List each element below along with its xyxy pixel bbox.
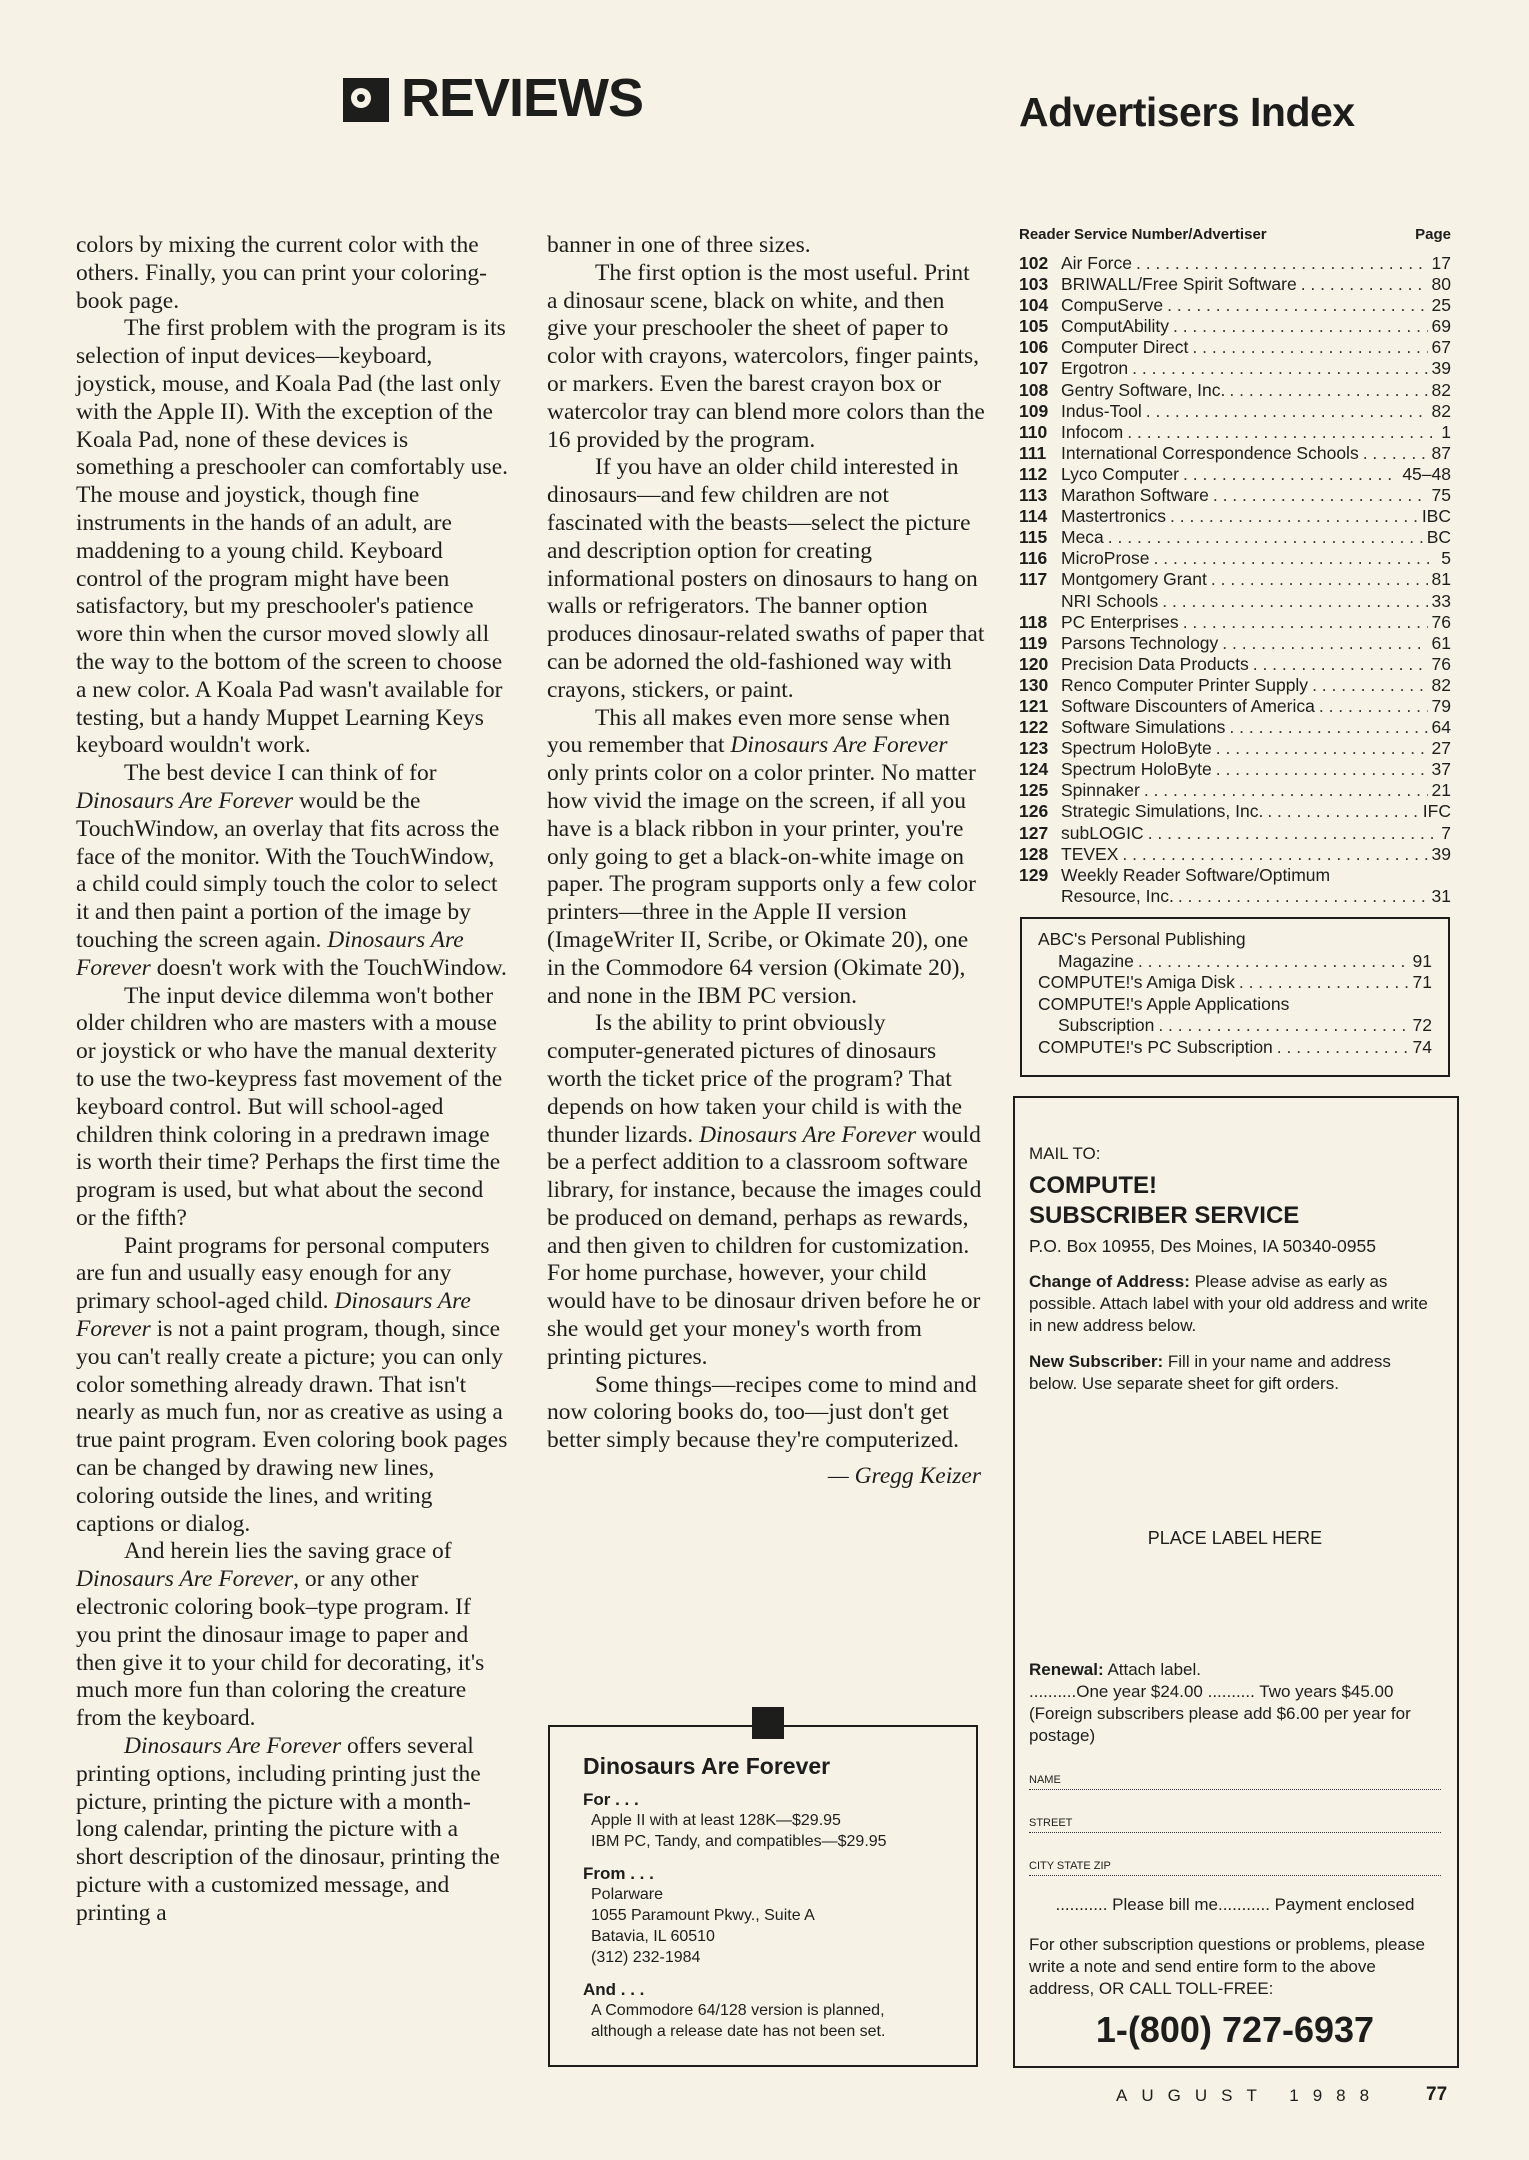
other-questions-text: For other subscription questions or problems, please write a note and send entire form to the above address, OR CALL TOLL-FREE: bbox=[1029, 1935, 1425, 1998]
compute-item-name: COMPUTE!'s PC Subscription bbox=[1038, 1036, 1273, 1057]
row-page: 87 bbox=[1431, 442, 1451, 463]
compute-item bbox=[1038, 1015, 1432, 1037]
compute-rows bbox=[1038, 929, 1432, 1058]
from-label: From . . . bbox=[583, 1864, 654, 1883]
row-page: 39 bbox=[1431, 358, 1451, 379]
row-number: 116 bbox=[1019, 548, 1048, 569]
company-name: COMPUTE! bbox=[1029, 1172, 1157, 1199]
info-line: although a release date has not been set. bbox=[591, 2023, 886, 2040]
row-number: 102 bbox=[1019, 253, 1049, 273]
table-row bbox=[1019, 759, 1451, 780]
compute-products-box bbox=[1020, 917, 1450, 1077]
row-number: 120 bbox=[1019, 653, 1049, 674]
table-row bbox=[1019, 464, 1451, 485]
section-header bbox=[343, 68, 643, 128]
leader-dots bbox=[1108, 527, 1423, 548]
new-label: New Subscriber: bbox=[1029, 1352, 1164, 1371]
row-page: 67 bbox=[1431, 337, 1451, 358]
leader-dots bbox=[1183, 464, 1398, 485]
row-advertiser: Software Simulations bbox=[1061, 717, 1226, 738]
row-advertiser: Lyco Computer bbox=[1061, 463, 1180, 484]
row-advertiser: BRIWALL/Free Spirit Software bbox=[1061, 274, 1297, 295]
row-number: 121 bbox=[1019, 695, 1049, 716]
name-field[interactable]: NAME bbox=[1029, 1765, 1441, 1790]
mailing-address: P.O. Box 10955, Des Moines, IA 50340-0955 bbox=[1029, 1236, 1376, 1256]
subscriber-form bbox=[1013, 1096, 1459, 2068]
table-row bbox=[1019, 886, 1451, 907]
row-page: 37 bbox=[1431, 759, 1451, 780]
leader-dots bbox=[1158, 1015, 1408, 1037]
compute-item-heading: ABC's Personal Publishing bbox=[1038, 929, 1246, 949]
leader-dots bbox=[1277, 1037, 1409, 1059]
advertisers-table bbox=[1019, 226, 1451, 907]
row-page: 81 bbox=[1431, 569, 1451, 590]
row-page: 80 bbox=[1431, 274, 1451, 295]
row-page: 21 bbox=[1431, 780, 1451, 801]
compute-item-heading: COMPUTE!'s Apple Applications bbox=[1038, 993, 1290, 1014]
row-number: 128 bbox=[1019, 843, 1049, 864]
info-line: (312) 232-1984 bbox=[591, 1949, 701, 1966]
leader-dots bbox=[1363, 443, 1428, 464]
compute-item bbox=[1038, 972, 1432, 994]
service-name: SUBSCRIBER SERVICE bbox=[1029, 1202, 1300, 1229]
table-row bbox=[1019, 401, 1451, 422]
table-header bbox=[1019, 226, 1451, 243]
change-label: Change of Address: bbox=[1029, 1272, 1190, 1291]
table-row bbox=[1019, 844, 1451, 865]
row-number: 113 bbox=[1019, 485, 1048, 506]
row-page: 64 bbox=[1431, 717, 1451, 738]
leader-dots bbox=[1253, 654, 1428, 675]
paragraph: The input device dilemma won't bother older children who are masters with a mouse or joystick or who have the manual dexterity to use the two-keypress fast movement of the keyboard control. But will school-aged children think coloring in a predrawn image is worth their time? Perhaps the first time the program is used, but what about the second or the fifth? bbox=[76, 982, 503, 1231]
row-advertiser: Weekly Reader Software/Optimum bbox=[1061, 864, 1331, 885]
leader-dots bbox=[1319, 696, 1428, 717]
compute-item-name: Magazine bbox=[1058, 950, 1134, 971]
change-text: Please advise as early as possible. Attach label with your old address and write in new address below. bbox=[1029, 1272, 1428, 1335]
compute-item bbox=[1038, 1037, 1432, 1059]
leader-dots bbox=[1170, 506, 1418, 527]
row-page: 25 bbox=[1431, 295, 1451, 316]
compute-item-page: 71 bbox=[1412, 972, 1432, 992]
row-page: 45–48 bbox=[1402, 463, 1451, 484]
row-page: 7 bbox=[1441, 822, 1451, 843]
row-advertiser: Renco Computer Printer Supply bbox=[1061, 674, 1309, 695]
city-state-zip-field[interactable]: CITY STATE ZIP bbox=[1029, 1851, 1441, 1876]
row-number: 117 bbox=[1019, 569, 1048, 590]
table-row bbox=[1019, 380, 1451, 401]
row-number: 106 bbox=[1019, 337, 1049, 358]
paragraph: colors by mixing the current color with the others. Finally, you can print your coloring-book page. bbox=[76, 232, 487, 314]
row-page: 17 bbox=[1431, 253, 1451, 273]
table-row bbox=[1019, 295, 1451, 316]
leader-dots bbox=[1312, 675, 1427, 696]
leader-dots bbox=[1229, 380, 1427, 401]
row-advertiser: Spinnaker bbox=[1061, 780, 1140, 801]
paragraph: The best device I can think of for Dinosaurs Are Forever would be the TouchWindow, an overlay that fits across the face of the monitor. With the TouchWindow, a child could simply touch the color to select it and then paint a portion of the image by touching the screen again. Dinosaurs Are Forever doesn't work with the TouchWindow. bbox=[76, 760, 507, 981]
renewal-label: Renewal: bbox=[1029, 1660, 1104, 1679]
row-number: 124 bbox=[1019, 759, 1049, 780]
product-title: Dinosaurs Are Forever bbox=[583, 1753, 831, 1779]
product-info-box bbox=[548, 1725, 978, 2067]
info-line: IBM PC, Tandy, and compatibles—$29.95 bbox=[591, 1833, 887, 1850]
row-page: 82 bbox=[1431, 400, 1451, 421]
table-row bbox=[1019, 823, 1451, 844]
compute-item bbox=[1038, 951, 1432, 973]
table-row bbox=[1019, 591, 1451, 612]
paragraph: Is the ability to print obviously computer-generated pictures of dinosaurs worth the ticket price of the program? That depends on how taken your child is with the thunder lizards. Dinosaurs Are Forever would be a perfect addition to a classroom software library, for instance, because the images could be produced on demand, perhaps as rewards, and then given to children for customization. For home purchase, however, your child would have to be dinosaur driven before he or she would get your money's worth from printing pictures. bbox=[547, 1010, 982, 1370]
table-row bbox=[1019, 654, 1451, 675]
table-row bbox=[1019, 675, 1451, 696]
mail-to-label: MAIL TO: bbox=[1029, 1144, 1101, 1163]
row-advertiser: Meca bbox=[1061, 527, 1104, 548]
row-number: 112 bbox=[1019, 463, 1048, 484]
street-field[interactable]: STREET bbox=[1029, 1808, 1441, 1833]
leader-dots bbox=[1162, 591, 1427, 612]
row-number: 115 bbox=[1019, 527, 1048, 548]
leader-dots bbox=[1222, 633, 1427, 654]
leader-dots bbox=[1146, 401, 1428, 422]
advertiser-rows bbox=[1019, 253, 1451, 865]
renewal-foreign-note: (Foreign subscribers please add $6.00 per year for postage) bbox=[1029, 1704, 1411, 1745]
row-page: 1 bbox=[1441, 421, 1451, 442]
row-page: 82 bbox=[1431, 674, 1451, 695]
paragraph: If you have an older child interested in dinosaurs—and few children are not fascinated with the beasts—select the picture and description option for creating informational posters on dinosaurs to hang on walls or refrigerators. The banner option produces dinosaur-related swaths of paper that can be adorned the old-fashioned way with crayons, stickers, or paint. bbox=[547, 454, 985, 703]
row-advertiser: MicroProse bbox=[1061, 548, 1150, 569]
row-number: 105 bbox=[1019, 316, 1049, 337]
leader-dots bbox=[1229, 717, 1427, 738]
row-advertiser: Gentry Software, Inc. bbox=[1061, 379, 1226, 400]
row-page: 39 bbox=[1431, 843, 1451, 864]
row-number: 130 bbox=[1019, 674, 1049, 695]
paragraph: The first option is the most useful. Print a dinosaur scene, black on white, and then give your preschooler the sheet of paper to color with crayons, watercolors, finger paints, or markers. Even the barest crayon box or watercolor tray can blend more colors than the 16 provided by the program. bbox=[547, 259, 985, 453]
change-of-address bbox=[1029, 1271, 1441, 1337]
author-signature: — Gregg Keizer bbox=[827, 1463, 981, 1490]
table-row bbox=[1019, 801, 1451, 822]
row-advertiser: Parsons Technology bbox=[1061, 632, 1219, 653]
row-page: 33 bbox=[1431, 590, 1451, 611]
row-page: 79 bbox=[1431, 695, 1451, 716]
row-advertiser: PC Enterprises bbox=[1061, 611, 1179, 632]
advertisers-index-title: Advertisers Index bbox=[1019, 89, 1355, 135]
compute-item-page: 72 bbox=[1412, 1015, 1432, 1035]
row-number: 108 bbox=[1019, 379, 1049, 400]
row-page: 31 bbox=[1431, 885, 1451, 906]
row-advertiser: Marathon Software bbox=[1061, 485, 1209, 506]
info-line: 1055 Paramount Pkwy., Suite A bbox=[591, 1907, 815, 1924]
leader-dots bbox=[1267, 801, 1418, 822]
row-number: 114 bbox=[1019, 506, 1048, 527]
renewal-text: Attach label. bbox=[1107, 1660, 1201, 1679]
compute-item-page: 91 bbox=[1412, 950, 1432, 971]
payment-options[interactable]: ........... Please bill me........... Payment enclosed bbox=[1055, 1895, 1415, 1914]
renewal bbox=[1029, 1659, 1441, 1681]
row-advertiser: Mastertronics bbox=[1061, 506, 1167, 527]
info-line: A Commodore 64/128 version is planned, bbox=[591, 2002, 885, 2019]
renewal-options[interactable]: ..........One year $24.00 .......... Two years $45.00 bbox=[1029, 1682, 1394, 1701]
row-advertiser: TEVEX bbox=[1061, 843, 1119, 864]
row-page: 5 bbox=[1441, 548, 1451, 569]
row-number: 107 bbox=[1019, 358, 1049, 379]
row-advertiser: Montgomery Grant bbox=[1061, 569, 1207, 590]
leader-dots bbox=[1127, 422, 1437, 443]
row-page: IBC bbox=[1421, 506, 1451, 527]
table-row bbox=[1019, 548, 1451, 569]
row-number: 125 bbox=[1019, 780, 1049, 801]
leader-dots bbox=[1239, 972, 1409, 994]
table-row bbox=[1019, 316, 1451, 337]
row-advertiser: Strategic Simulations, Inc. bbox=[1061, 801, 1264, 822]
leader-dots bbox=[1136, 253, 1428, 274]
toll-free-phone: 1-(800) 727-6937 bbox=[1095, 2009, 1375, 2050]
compute-item-page: 74 bbox=[1412, 1036, 1432, 1057]
place-label-area: PLACE LABEL HERE bbox=[1147, 1528, 1323, 1548]
info-line: Apple II with at least 128K—$29.95 bbox=[591, 1812, 841, 1829]
row-number: 118 bbox=[1019, 611, 1048, 632]
table-row bbox=[1019, 865, 1451, 886]
compute-item-name: COMPUTE!'s Amiga Disk bbox=[1038, 972, 1235, 992]
table-row bbox=[1019, 443, 1451, 464]
article-column-1 bbox=[76, 232, 508, 1928]
row-advertiser: Spectrum HoloByte bbox=[1061, 738, 1212, 759]
leader-dots bbox=[1138, 951, 1409, 973]
table-row bbox=[1019, 485, 1451, 506]
header-page: Page bbox=[1415, 226, 1451, 243]
paragraph: Some things—recipes come to mind and now coloring books do, too—just don't get better simply because they're computerized. bbox=[547, 1371, 977, 1454]
row-page: IFC bbox=[1422, 801, 1451, 822]
new-subscriber bbox=[1029, 1351, 1441, 1395]
row-advertiser: Indus-Tool bbox=[1061, 400, 1142, 421]
leader-dots bbox=[1301, 274, 1428, 295]
leader-dots bbox=[1173, 316, 1428, 337]
table-row bbox=[1019, 569, 1451, 590]
row-advertiser: Air Force bbox=[1061, 253, 1132, 273]
row-advertiser: Computer Direct bbox=[1061, 337, 1189, 358]
paragraph: Paint programs for personal computers are fun and usually easy enough for any primary school-aged child. Dinosaurs Are Forever is not a paint program, though, since you can't really create a picture; you can only color something already drawn. That isn't nearly as much fun, nor as creative as using a true paint program. Even coloring book pages can be changed by drawing new lines, coloring outside the lines, and writing captions or dialog. bbox=[76, 1232, 508, 1537]
leader-dots bbox=[1178, 886, 1428, 907]
header-advertiser: Reader Service Number/Advertiser bbox=[1019, 226, 1267, 243]
leader-dots bbox=[1183, 612, 1428, 633]
row-advertiser: Precision Data Products bbox=[1061, 653, 1249, 674]
row-page: 61 bbox=[1431, 632, 1451, 653]
issue-date: AUGUST 1988 bbox=[1116, 2086, 1384, 2105]
info-line: Polarware bbox=[591, 1886, 664, 1903]
row-advertiser: NRI Schools bbox=[1061, 590, 1159, 611]
row-page: BC bbox=[1426, 527, 1451, 548]
row-number: 110 bbox=[1019, 421, 1048, 442]
paragraph: And herein lies the saving grace of Dinosaurs Are Forever, or any other electronic coloring book–type program. If you print the dinosaur image to paper and then give it to your child for decorating, it's much more fun than coloring the creature from the keyboard. bbox=[76, 1538, 485, 1732]
new-text: Fill in your name and address below. Use separate sheet for gift orders. bbox=[1029, 1352, 1391, 1393]
for-label: For . . . bbox=[583, 1790, 639, 1809]
table-row bbox=[1019, 612, 1451, 633]
leader-dots bbox=[1148, 823, 1438, 844]
section-title: REVIEWS bbox=[401, 68, 644, 128]
row-page: 76 bbox=[1431, 653, 1451, 674]
row-number: 126 bbox=[1019, 801, 1049, 822]
row-page: 69 bbox=[1431, 316, 1451, 337]
leader-dots bbox=[1211, 569, 1428, 590]
row-advertiser: Infocom bbox=[1061, 421, 1124, 442]
row-page: 76 bbox=[1431, 611, 1451, 632]
row-advertiser: subLOGIC bbox=[1061, 822, 1144, 843]
page-number: 77 bbox=[1426, 2084, 1448, 2105]
leader-dots bbox=[1122, 844, 1427, 865]
compute-item-name: Subscription bbox=[1058, 1015, 1155, 1035]
reviews-logo-icon bbox=[343, 78, 389, 122]
leader-dots bbox=[1192, 337, 1427, 358]
table-row bbox=[1019, 422, 1451, 443]
row-number: 103 bbox=[1019, 274, 1049, 295]
paragraph: banner in one of three sizes. bbox=[547, 232, 811, 258]
leader-dots bbox=[1216, 759, 1428, 780]
row-page: 82 bbox=[1431, 379, 1451, 400]
table-row bbox=[1019, 358, 1451, 379]
row-number: 104 bbox=[1019, 295, 1049, 316]
paragraph: This all makes even more sense when you remember that Dinosaurs Are Forever only prints color on a color printer. No matter how vivid the image on the screen, if all you have is a black ribbon in your printer, you're only going to get a black-on-white image on paper. The program supports only a few color printers—three in the Apple II version (ImageWriter II, Scribe, or Okimate 20), one in the Commodore 64 version (Okimate 20), and none in the IBM PC version. bbox=[547, 704, 976, 1009]
row-advertiser: International Correspondence Schools bbox=[1061, 442, 1359, 463]
row-advertiser: Spectrum HoloByte bbox=[1061, 759, 1212, 780]
leader-dots bbox=[1167, 295, 1427, 316]
row-number: 122 bbox=[1019, 717, 1049, 738]
row-advertiser: CompuServe bbox=[1061, 295, 1164, 316]
row-page: 27 bbox=[1431, 738, 1451, 759]
article-column-2 bbox=[547, 232, 985, 1491]
row-page: 75 bbox=[1431, 485, 1451, 506]
leader-dots bbox=[1213, 485, 1428, 506]
row-advertiser: Resource, Inc. bbox=[1061, 885, 1174, 906]
table-row bbox=[1019, 633, 1451, 654]
table-row bbox=[1019, 527, 1451, 548]
paragraph: Dinosaurs Are Forever offers several printing options, including printing just the picture, printing the picture with a month-long calendar, printing the picture with a short description of the dinosaur, printing the picture with a customized message, and printing a bbox=[76, 1733, 500, 1926]
table-row bbox=[1019, 738, 1451, 759]
leader-dots bbox=[1132, 358, 1427, 379]
table-row bbox=[1019, 337, 1451, 358]
row-number: 111 bbox=[1019, 442, 1047, 463]
table-row bbox=[1019, 717, 1451, 738]
table-row bbox=[1019, 780, 1451, 801]
leader-dots bbox=[1144, 780, 1428, 801]
row-number: 129 bbox=[1019, 864, 1049, 885]
row-number: 119 bbox=[1019, 632, 1048, 653]
row-advertiser: Ergotron bbox=[1061, 358, 1129, 379]
table-row bbox=[1019, 274, 1451, 295]
paragraph: The first problem with the program is its selection of input devices—keyboard, joystick, mouse, and Koala Pad (the last only with the Apple II). With the exception of the Koala Pad, none of these devices is something a preschooler can comfortably use. The mouse and joystick, though fine instruments in the hands of an adult, are maddening to a young child. Keyboard control of the program might have been satisfactory, but my preschooler's patience wore thin when the cursor moved slowly all the way to the bottom of the screen to choose a new color. A Koala Pad wasn't available for testing, but a handy Muppet Learning Keys keyboard wouldn't work. bbox=[76, 315, 508, 759]
leader-dots bbox=[1154, 548, 1438, 569]
row-advertiser: ComputAbility bbox=[1061, 316, 1169, 337]
table-row bbox=[1019, 696, 1451, 717]
info-line: Batavia, IL 60510 bbox=[591, 1928, 715, 1945]
row-number: 123 bbox=[1019, 738, 1049, 759]
table-row bbox=[1019, 506, 1451, 527]
and-label: And . . . bbox=[583, 1980, 645, 1999]
table-row bbox=[1019, 253, 1451, 274]
row-advertiser: Software Discounters of America bbox=[1061, 695, 1315, 716]
row-number: 109 bbox=[1019, 400, 1049, 421]
row-number: 127 bbox=[1019, 822, 1049, 843]
leader-dots bbox=[1216, 738, 1428, 759]
